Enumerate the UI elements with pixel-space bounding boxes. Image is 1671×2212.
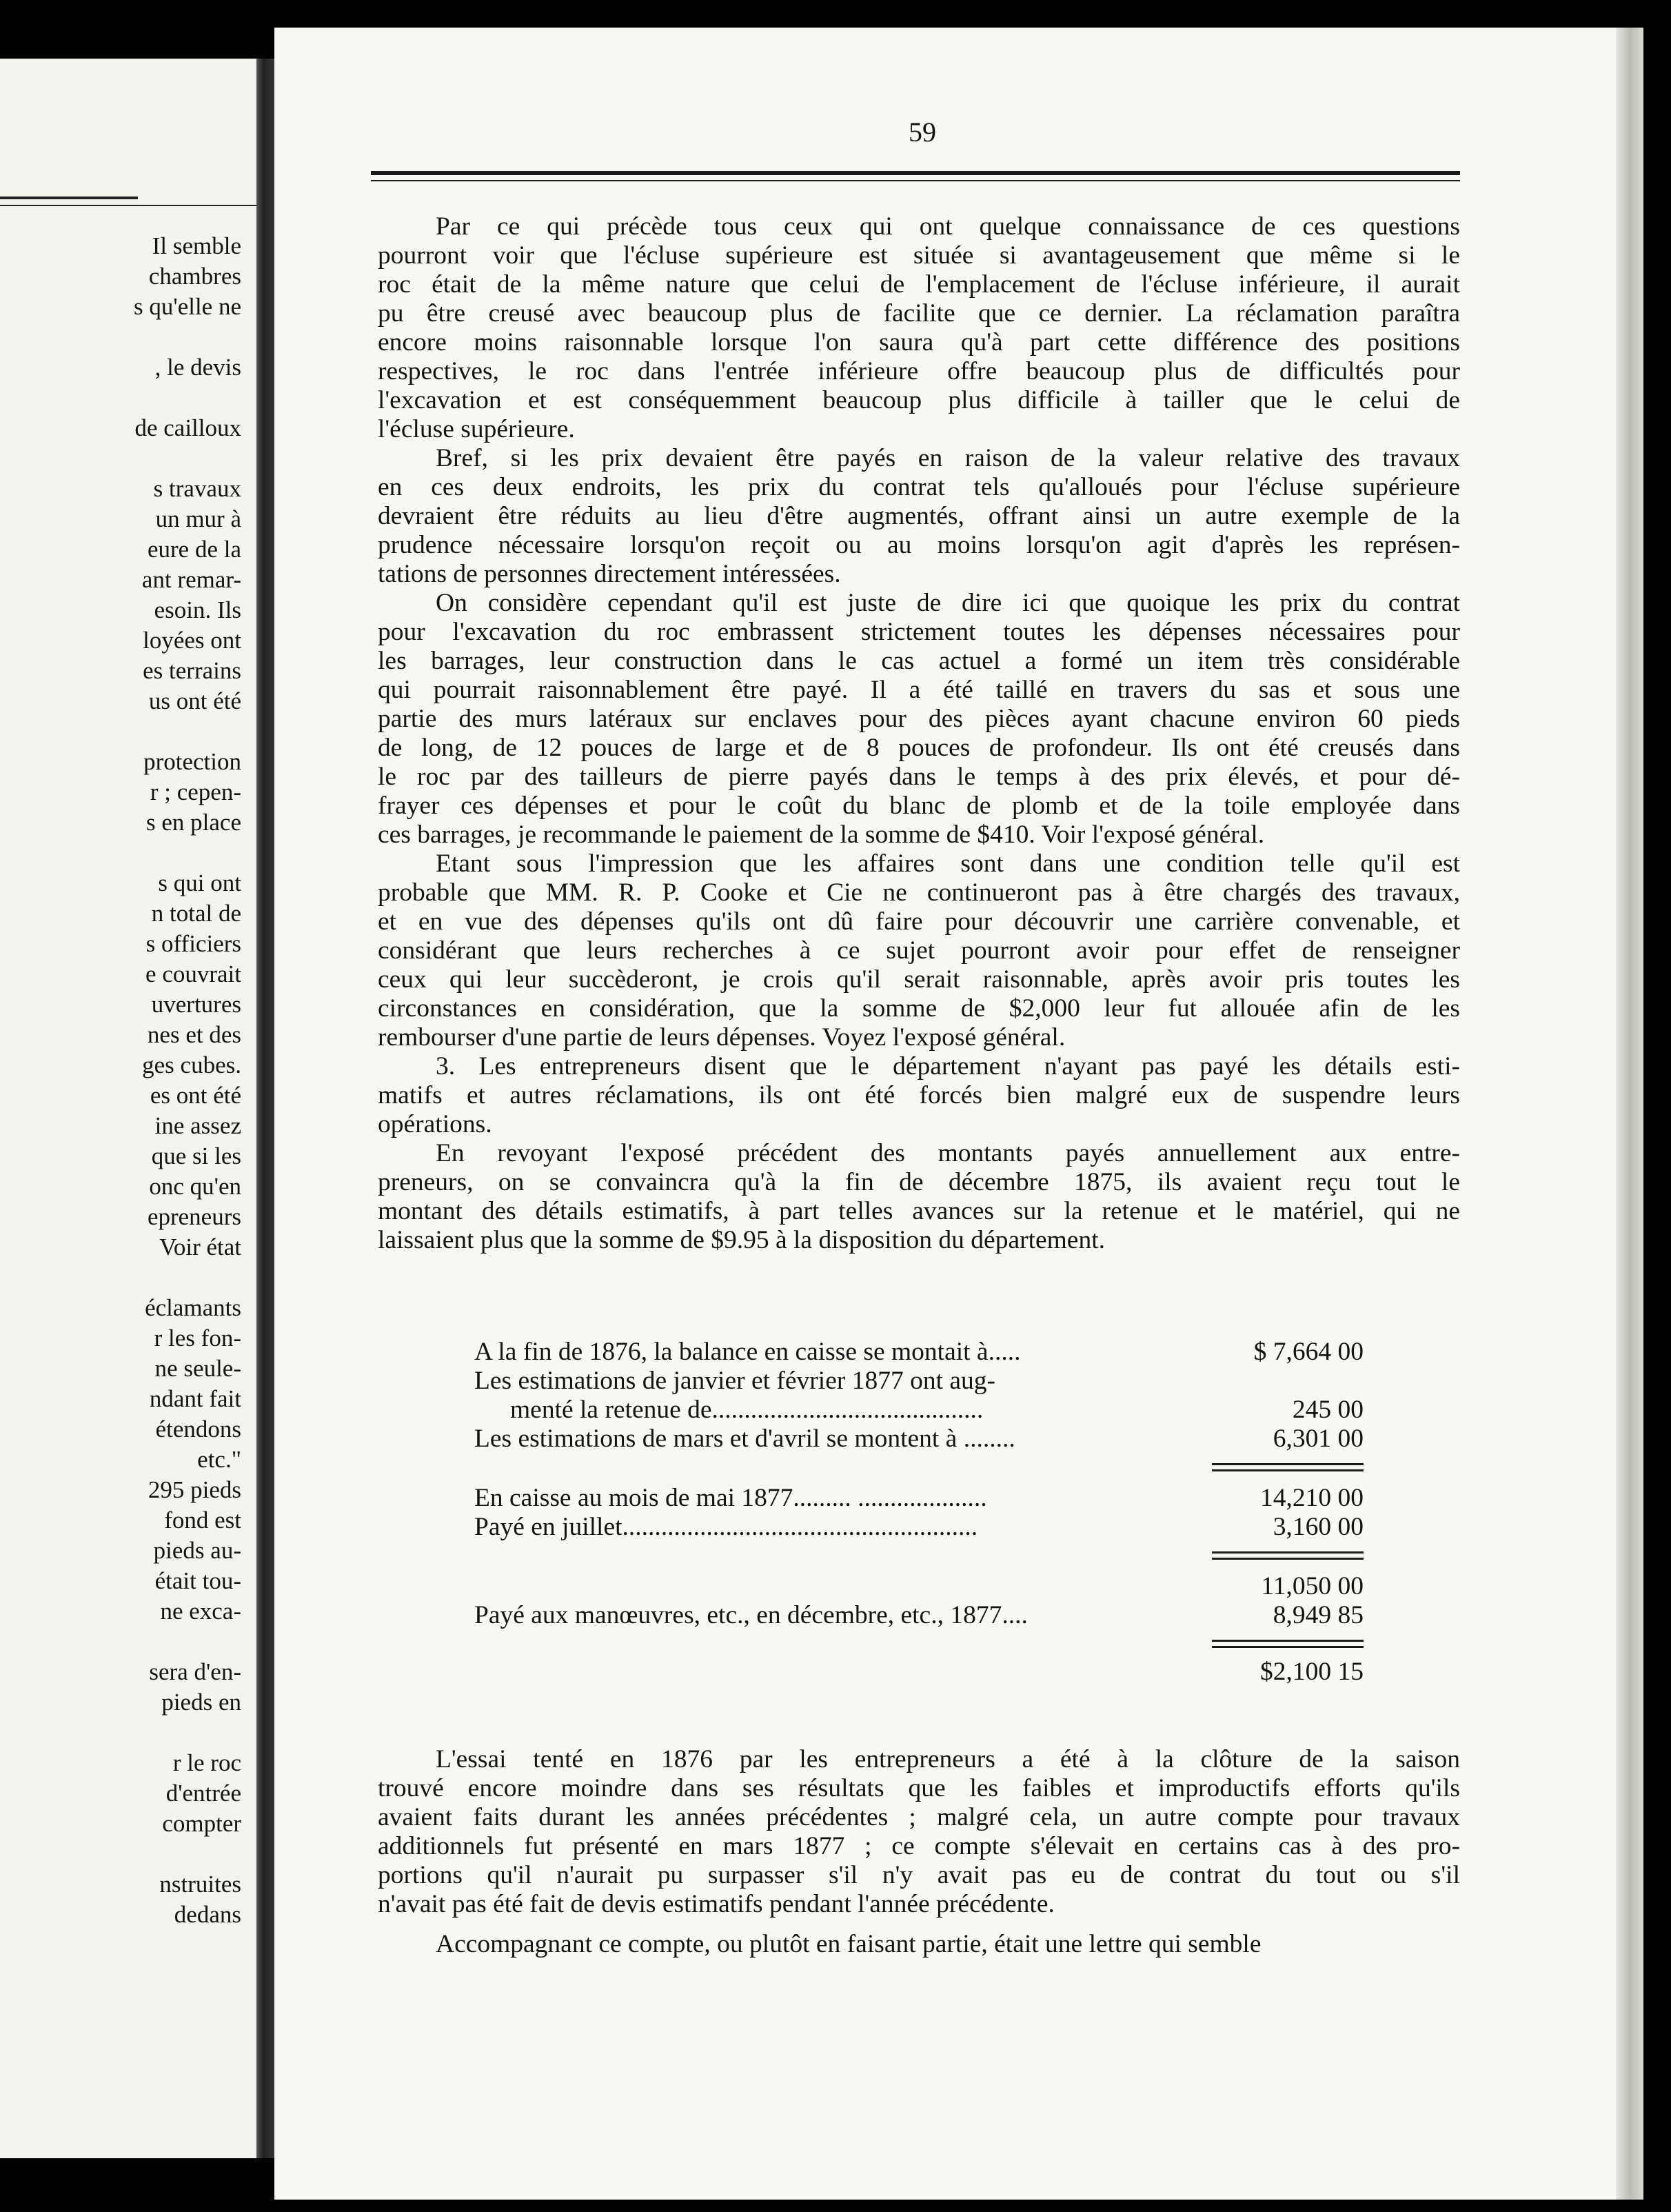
text-line: n'avait pas été fait de devis estimatifs pendant l'année précédente. [378,1890,1055,1918]
left-page-line: r ; cepen- [150,778,241,805]
left-page-line: pieds au- [153,1537,241,1564]
text-line: l'écluse supérieure. [378,415,575,443]
text-line: 3. Les entrepreneurs disent que le département n'ayant pas payé les détails esti- [436,1052,1460,1080]
paragraph [378,212,1460,444]
right-page [274,28,1616,2200]
text-line: additionnels fut présenté en mars 1877 ; ce compte s'élevait en certains cas à des pro- [378,1832,1460,1860]
left-page-line: chambres [148,263,241,290]
text-line: Accompagnant ce compte, ou plutôt en faisant partie, était une lettre qui semble [436,1930,1262,1958]
left-page-line [0,1839,241,1869]
text-line: pour l'excavation du roc embrassent strictement toutes les dépenses nécessaires pour [378,618,1460,646]
text-line: En revoyant l'exposé précédent des montants payés annuellement aux entre- [436,1139,1460,1167]
text-line: ces barrages, je recommande le paiement de la somme de $410. Voir l'exposé général. [378,821,1265,849]
left-page-line: sera d'en- [149,1658,241,1685]
text-line: l'excavation et est conséquemment beaucoup plus difficile à tailler que le celui de [378,386,1460,414]
paragraph [378,1052,1460,1139]
ledger-amount: $ 7,664 00 [1253,1338,1364,1366]
text-line: respectives, le roc dans l'entrée inférieure offre beaucoup plus de difficultés pour [378,357,1460,385]
ledger-amount: $2,100 15 [1260,1658,1364,1686]
text-line: qui pourrait raisonnablement être payé. Il a été taillé en travers du sas et sous une [378,676,1460,704]
left-page-line: r les fon- [154,1325,241,1351]
text-line: laissaient plus que la somme de $9.95 à la disposition du département. [378,1226,1105,1254]
left-page-line: protection [143,748,241,775]
text-line: encore moins raisonnable lorsque l'on saura qu'à part cette différence des positions [378,328,1460,356]
left-page-line: , le devis [154,354,241,381]
text-line: de long, de 12 pouces de large et de 8 pouces de profondeur. Ils ont été creusés dans [378,734,1460,762]
text-line: montant des détails estimatifs, à part telles avances sur la retenue et le matériel, qui ne [378,1197,1460,1225]
text-line: les barrages, leur construction dans le cas actuel a formé un item très considérable [378,647,1460,675]
left-page-fragment [0,59,256,2158]
header-rule-thick [371,171,1460,175]
book-gutter [256,59,274,2158]
left-page-line: fond est [164,1507,241,1534]
left-page-line: de cailloux [134,414,241,441]
left-page-line: loyées ont [143,627,241,654]
left-page-line [0,1263,241,1293]
text-line: portions qu'il n'aurait pu surpasser s'il n'y avait pas eu de contrat du tout ou s'il [378,1861,1460,1889]
left-page-line: ne seule- [154,1355,241,1382]
left-page-line: nes et des [147,1021,241,1048]
left-page-line: éclamants [145,1294,241,1321]
ledger-row [474,1425,1364,1454]
left-page-line [0,322,241,352]
left-page-line: onc qu'en [149,1173,241,1200]
paragraph [378,1745,1460,1919]
ledger-amount: 3,160 00 [1273,1513,1364,1541]
left-page-line [0,1627,241,1657]
text-line: Etant sous l'impression que les affaires sont dans une condition telle qu'il est [436,849,1460,878]
left-page-line: 295 pieds [148,1476,241,1503]
text-line: L'essai tenté en 1876 par les entrepreneurs a été à la clôture de la saison [436,1745,1460,1773]
left-page-line: etc." [197,1446,241,1473]
left-page-rule [0,197,138,199]
ledger-table [474,1338,1364,1687]
ledger-row [474,1338,1364,1367]
text-line: partie des murs latéraux sur enclaves pour des pièces ayant chacune environ 60 pieds [378,705,1460,733]
text-line: preneurs, on se convaincra qu'à la fin de décembre 1875, ils avaient reçu tout le [378,1168,1460,1196]
left-page-line: s en place [146,809,241,836]
paragraph [378,1139,1460,1255]
left-page-line: Il semble [152,232,241,259]
ledger-row [474,1601,1364,1630]
left-page-line: uvertures [151,991,241,1018]
left-page-line [0,838,241,868]
text-line: roc était de la même nature que celui de l'emplacement de l'écluse inférieure, il aurait [378,270,1460,299]
left-page-line: n total de [151,900,241,927]
text-line: frayer ces dépenses et pour le coût du blanc de plomb et de la toile employée dans [378,792,1460,820]
left-page-line: d'entrée [165,1780,241,1807]
left-page-text [0,231,241,1930]
left-page-line: es terrains [143,657,241,684]
ledger-row [474,1484,1364,1513]
ledger-amount: 14,210 00 [1260,1484,1364,1512]
text-line: Bref, si les prix devaient être payés en raison de la valeur relative des travaux [436,444,1460,472]
left-page-line: ges cubes. [142,1052,241,1078]
left-page-line: s qui ont [158,869,241,896]
ledger-sum-rule [1212,1640,1364,1649]
left-page-line: ine assez [154,1112,241,1139]
left-page-line: pieds en [161,1689,241,1716]
ledger-amount: 11,050 00 [1261,1572,1364,1600]
ledger-row [474,1658,1364,1687]
ledger-label: En caisse au mois de mai 1877......... .................... [474,1484,987,1512]
left-page-line [0,1718,241,1748]
text-line: pu être creusé avec beaucoup plus de facilite que ce dernier. La réclamation paraîtra [378,299,1460,328]
left-page-line: r le roc [172,1749,241,1776]
ledger-amount: 6,301 00 [1273,1425,1364,1453]
left-page-line: s travaux [153,475,241,502]
left-page-line: epreneurs [147,1203,241,1230]
text-line: avaient faits durant les années précédentes ; malgré cela, un autre compte pour travaux [378,1803,1460,1831]
text-line: Par ce qui précède tous ceux qui ont quelque connaissance de ces questions [436,212,1460,241]
ledger-row [474,1367,1364,1396]
body-text [378,212,1460,1255]
text-line: le roc par des tailleurs de pierre payés dans le temps à des prix élevés, et pour dé- [378,763,1460,791]
closing-text [378,1734,1460,1970]
left-page-line: es ont été [150,1082,241,1109]
text-line: en ces deux endroits, les prix du contrat tels qu'alloués pour l'écluse supérieure [378,473,1460,501]
paragraph [378,849,1460,1052]
left-page-line: nstruites [159,1871,241,1898]
text-line: probable que MM. R. P. Cooke et Cie ne continueront pas à être chargés des travaux, [378,878,1460,907]
left-page-line: Voir état [159,1234,241,1260]
left-page-line: ant remar- [141,566,241,593]
text-line: circonstances en considération, que la somme de $2,000 leur fut allouée afin de les [378,994,1460,1023]
left-page-line [0,383,241,413]
page-number: 59 [909,117,936,148]
text-line: tations de personnes directement intéressées. [378,560,841,588]
left-page-line: un mur à [155,505,241,532]
left-page-line: e couvrait [145,961,241,987]
ledger-label: Payé en juillet....................................................... [474,1513,978,1541]
ledger-label: Les estimations de janvier et février 1877 ont aug- [474,1367,996,1395]
left-page-line [0,716,241,747]
ledger-amount: 8,949 85 [1273,1601,1364,1629]
ledger-sum-rule [1212,1551,1364,1561]
ledger-sum-rule [1212,1463,1364,1473]
page-edge [1616,28,1643,2200]
left-page-line: esoin. Ils [154,596,241,623]
ledger-label: Les estimations de mars et d'avril se montent à ........ [474,1425,1015,1453]
text-line: et en vue des dépenses qu'ils ont dû faire pour découvrir une carrière convenable, et [378,907,1460,936]
left-page-line: dedans [174,1901,241,1928]
paragraph [378,1930,1460,1959]
paragraph [378,444,1460,589]
text-line: pourront voir que l'écluse supérieure est située si avantageusement que même si le [378,241,1460,270]
left-page-rule-thin [0,205,256,206]
ledger-label: A la fin de 1876, la balance en caisse se montait à..... [474,1338,1021,1366]
text-line: ceux qui leur succèderont, je crois qu'il serait raisonnable, après avoir pris toutes les [378,965,1460,994]
left-page-line: eure de la [147,536,241,563]
left-page-line: étendons [155,1416,241,1442]
left-page-line: us ont été [148,687,241,714]
text-line: opérations. [378,1110,492,1138]
text-line: prudence nécessaire lorsqu'on reçoit ou au moins lorsqu'on agit d'après les représen- [378,531,1460,559]
text-line: devraient être réduits au lieu d'être augmentés, offrant ainsi un autre exemple de la [378,502,1460,530]
text-line: On considère cependant qu'il est juste de dire ici que quoique les prix du contrat [436,589,1460,617]
left-page-line: compter [162,1810,241,1837]
left-page-line: que si les [151,1143,241,1169]
left-page-line: ndant fait [149,1385,241,1412]
ledger-label: Payé aux manœuvres, etc., en décembre, etc., 1877.... [474,1601,1028,1629]
paragraph [378,589,1460,849]
left-page-line: ne exca- [160,1598,241,1625]
text-line: matifs et autres réclamations, ils ont été forcés bien malgré eux de suspendre leurs [378,1081,1460,1109]
left-page-line: était tou- [154,1567,241,1594]
left-page-line [0,443,241,474]
ledger-row [474,1396,1364,1425]
left-page-line: s qu'elle ne [134,293,241,320]
text-line: rembourser d'une partie de leurs dépenses. Voyez l'exposé général. [378,1023,1066,1052]
ledger-label: menté la retenue de.......................................... [510,1396,984,1424]
ledger-row [474,1572,1364,1601]
text-line: considérant que leurs recherches à ce sujet pourront avoir pour effet de renseigner [378,936,1460,965]
header-rule-thin [371,180,1460,181]
left-page-line: s officiers [145,930,241,957]
text-line: trouvé encore moindre dans ses résultats que les faibles et improductifs efforts qu'ils [378,1774,1460,1802]
ledger-row [474,1513,1364,1542]
ledger-amount: 245 00 [1292,1396,1364,1424]
